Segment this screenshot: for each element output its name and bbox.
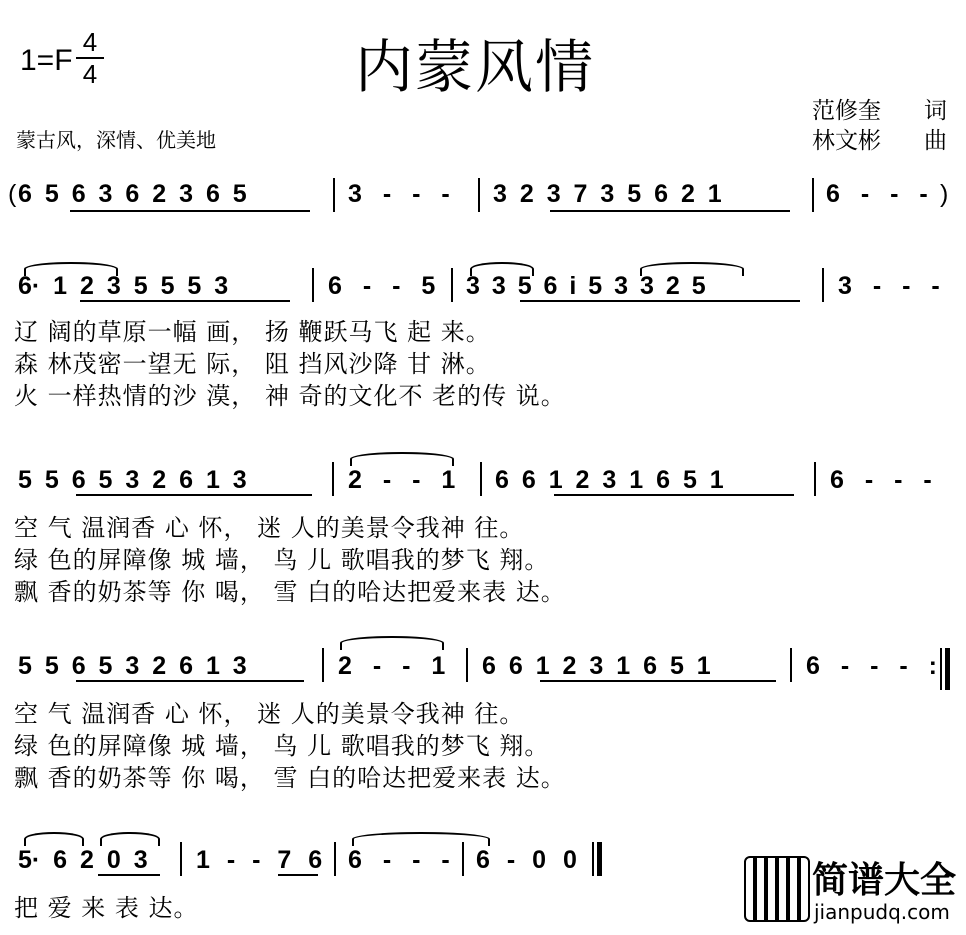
row4-measure-4: 6 - - - : xyxy=(806,652,937,680)
watermark-url: jianpudq.com xyxy=(814,900,950,924)
beam xyxy=(70,210,310,212)
slur xyxy=(24,262,118,276)
beam xyxy=(540,680,776,682)
slur xyxy=(24,832,84,846)
intro-close-paren: ) xyxy=(940,180,949,208)
lyric-verse-3: 火 一样热情的沙 漠， 神 奇的文化不 老的传 说。 xyxy=(14,382,566,410)
lyric-verse-1: 辽 阔的草原一幅 画， 扬 鞭跃马飞 起 来。 xyxy=(14,318,491,346)
tie xyxy=(352,832,490,846)
intro-measure-1: 6 5 6 3 6 2 3 6 5 xyxy=(18,180,247,208)
beam xyxy=(520,300,800,302)
slur xyxy=(470,262,534,276)
repeat-barline-thin xyxy=(940,648,942,690)
row5-measure-4: 6 - 0 0 xyxy=(476,846,577,874)
lyric-verse-3c: 飘 香的奶茶等 你 喝， 雪 白的哈达把爱来表 达。 xyxy=(14,764,566,792)
lyric-verse-3b: 飘 香的奶茶等 你 喝， 雪 白的哈达把爱来表 达。 xyxy=(14,578,566,606)
lyric-coda: 把 爱 来 表 达。 xyxy=(14,894,199,922)
beam xyxy=(554,494,794,496)
lyricist-name: 范修奎 xyxy=(812,98,881,124)
lyric-verse-2: 森 林茂密一望无 际， 阻 挡风沙降 甘 淋。 xyxy=(14,350,491,378)
beam xyxy=(278,874,318,876)
beam xyxy=(76,680,304,682)
barline xyxy=(822,268,824,302)
piano-logo-icon xyxy=(744,856,810,922)
barline xyxy=(814,462,816,496)
barline xyxy=(332,462,334,496)
row3-measure-1: 5 5 6 5 3 2 6 1 3 xyxy=(18,466,247,494)
beam xyxy=(550,210,790,212)
lyric-verse-2c: 绿 色的屏障像 城 墙， 鸟 儿 歌唱我的梦飞 翔。 xyxy=(14,732,550,760)
barline xyxy=(478,178,480,212)
lyric-verse-1c: 空 气 温润香 心 怀， 迷 人的美景令我神 往。 xyxy=(14,700,525,728)
intro-measure-2: 3 - - - xyxy=(348,180,450,208)
row4-measure-2: 2 - - 1 xyxy=(338,652,446,680)
lyricist-role: 词 xyxy=(924,98,947,124)
beam xyxy=(98,874,160,876)
barline xyxy=(333,178,335,212)
slur xyxy=(100,832,160,846)
watermark-title: 简谱大全 xyxy=(812,860,957,901)
intro-measure-3: 3 2 3 7 3 5 6 2 1 xyxy=(493,180,722,208)
beam xyxy=(76,494,312,496)
time-signature-top: 4 xyxy=(82,27,98,57)
final-barline-thick xyxy=(597,842,602,876)
barline xyxy=(466,648,468,682)
key-signature: 1=F xyxy=(20,44,73,77)
row3-measure-3: 6 6 1 2 3 1 6 5 1 xyxy=(495,466,724,494)
composer-role: 曲 xyxy=(924,128,947,154)
barline xyxy=(334,842,336,876)
slur xyxy=(340,636,444,650)
row2-measure-2: 6 - - 5 xyxy=(328,272,436,300)
barline xyxy=(462,842,464,876)
barline xyxy=(480,462,482,496)
slur xyxy=(640,262,744,276)
intro-measure-4: 6 - - - xyxy=(826,180,928,208)
barline xyxy=(790,648,792,682)
beam xyxy=(80,300,290,302)
composer-name: 林文彬 xyxy=(812,128,881,154)
row3-measure-2: 2 - - 1 xyxy=(348,466,456,494)
row3-measure-4: 6 - - - xyxy=(830,466,932,494)
lyric-verse-2b: 绿 色的屏障像 城 墙， 鸟 儿 歌唱我的梦飞 翔。 xyxy=(14,546,550,574)
row5-measure-3: 6 - - - xyxy=(348,846,450,874)
barline xyxy=(180,842,182,876)
barline xyxy=(312,268,314,302)
row2-measure-4: 3 - - - xyxy=(838,272,940,300)
lyric-verse-1b: 空 气 温润香 心 怀， 迷 人的美景令我神 往。 xyxy=(14,514,525,542)
row2-measure-3: 3 3 5 6 i 5 3 3 2 5 xyxy=(466,272,706,300)
barline xyxy=(812,178,814,212)
final-barline-thin xyxy=(592,842,594,876)
slur xyxy=(350,452,454,466)
row2-measure-1: 6· 1 2 3 5 5 5 3 xyxy=(18,272,229,300)
row4-measure-1: 5 5 6 5 3 2 6 1 3 xyxy=(18,652,247,680)
row5-measure-1: 5· 6 2 0 3 xyxy=(18,846,148,874)
repeat-barline-thick xyxy=(945,648,950,690)
time-signature-bottom: 4 xyxy=(82,59,98,89)
expression-mark: 蒙古风，深情、优美地 xyxy=(16,128,216,152)
barline xyxy=(451,268,453,302)
row5-measure-2: 1 - - 7 6 xyxy=(196,846,323,874)
barline xyxy=(322,648,324,682)
time-signature xyxy=(76,28,104,88)
intro-open-paren: ( xyxy=(8,180,17,208)
song-title: 内蒙风情 xyxy=(355,33,596,101)
row4-measure-3: 6 6 1 2 3 1 6 5 1 xyxy=(482,652,711,680)
